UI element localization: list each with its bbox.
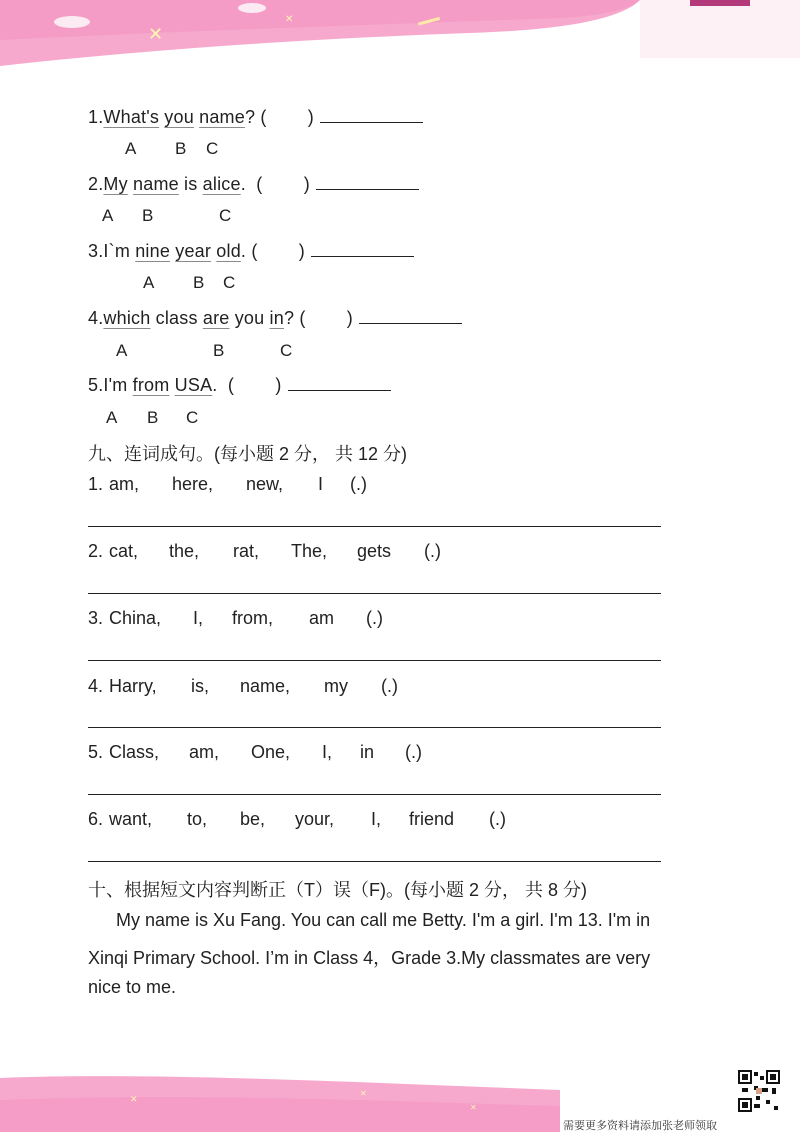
passage-line-1: My name is Xu Fang. You can call me Betty. I'm a girl. I'm 13. I'm in (116, 910, 651, 930)
answer-line[interactable] (88, 794, 661, 795)
question-word: I'm (103, 375, 133, 395)
answer-blank[interactable] (320, 104, 423, 123)
question-word: is (178, 174, 203, 194)
question-word: . ( (240, 241, 258, 261)
question-2: 2.My name is alice. ( ) (88, 171, 419, 195)
answer-blank[interactable] (311, 238, 414, 257)
underlined-word: alice (202, 174, 241, 194)
underlined-word: What's (103, 107, 160, 127)
question-word: class (150, 308, 203, 328)
answer-blank[interactable] (316, 171, 419, 190)
question-1: 1.What's you name? ( ) (88, 104, 423, 128)
question-text: 2.My name is alice. ( (88, 174, 263, 194)
question-text: 3.I`m nine year old. ( (88, 241, 258, 261)
underlined-word: old (216, 241, 241, 261)
question-3: 3.I`m nine year old. ( ) (88, 238, 414, 262)
question-word: I`m (103, 241, 136, 261)
underlined-word: you (164, 107, 194, 127)
answer-blank[interactable] (359, 305, 462, 324)
question-text: 1.What's you name? ( (88, 107, 267, 127)
underlined-word: are (202, 308, 230, 328)
answer-blank[interactable] (288, 372, 391, 391)
question-word: . ( (240, 174, 263, 194)
underlined-word: which (103, 308, 151, 328)
question-4: 4.which class are you in? ( ) (88, 305, 462, 329)
underlined-word: from (132, 375, 170, 395)
question-text: 4.which class are you in? ( (88, 308, 306, 328)
svg-text:✕: ✕ (148, 24, 164, 45)
section-10-heading: 十、根据短文内容判断正（T）误（F)。(每小题 2 分， 共 8 分) (88, 880, 587, 900)
top-decorative-banner (0, 0, 800, 70)
passage-line-2: Xinqi Primary School. I’m in Class 4，Grade 3.My classmates are very (88, 948, 651, 968)
underlined-word: year (175, 241, 212, 261)
question-text: 5.I'm from USA. ( (88, 375, 235, 395)
section-9-heading: 九、连词成句。(每小题 2 分， 共 12 分) (88, 444, 408, 464)
passage-line-3: nice to me. (88, 977, 177, 997)
svg-text:✕: ✕ (285, 14, 294, 25)
answer-line[interactable] (88, 526, 661, 527)
answer-line[interactable] (88, 861, 661, 862)
svg-text:✕: ✕ (470, 1103, 477, 1112)
underlined-word: name (199, 107, 245, 127)
question-5: 5.I'm from USA. ( ) (88, 372, 391, 396)
question-word: you (229, 308, 270, 328)
answer-line[interactable] (88, 660, 661, 661)
answer-line[interactable] (88, 593, 661, 594)
svg-text:✕: ✕ (360, 1089, 367, 1098)
underlined-word: nine (135, 241, 171, 261)
qr-code-icon (738, 1070, 780, 1112)
question-word: ? ( (283, 308, 306, 328)
svg-text:✕: ✕ (130, 1095, 138, 1105)
question-word: ? ( (244, 107, 267, 127)
footer-note: 需要更多资料请添加张老师领取 (563, 1119, 717, 1132)
underlined-word: USA (174, 375, 213, 395)
underlined-word: My (103, 174, 128, 194)
question-word: . ( (212, 375, 235, 395)
underlined-word: in (269, 308, 284, 328)
underlined-word: name (133, 174, 179, 194)
answer-line[interactable] (88, 727, 661, 728)
